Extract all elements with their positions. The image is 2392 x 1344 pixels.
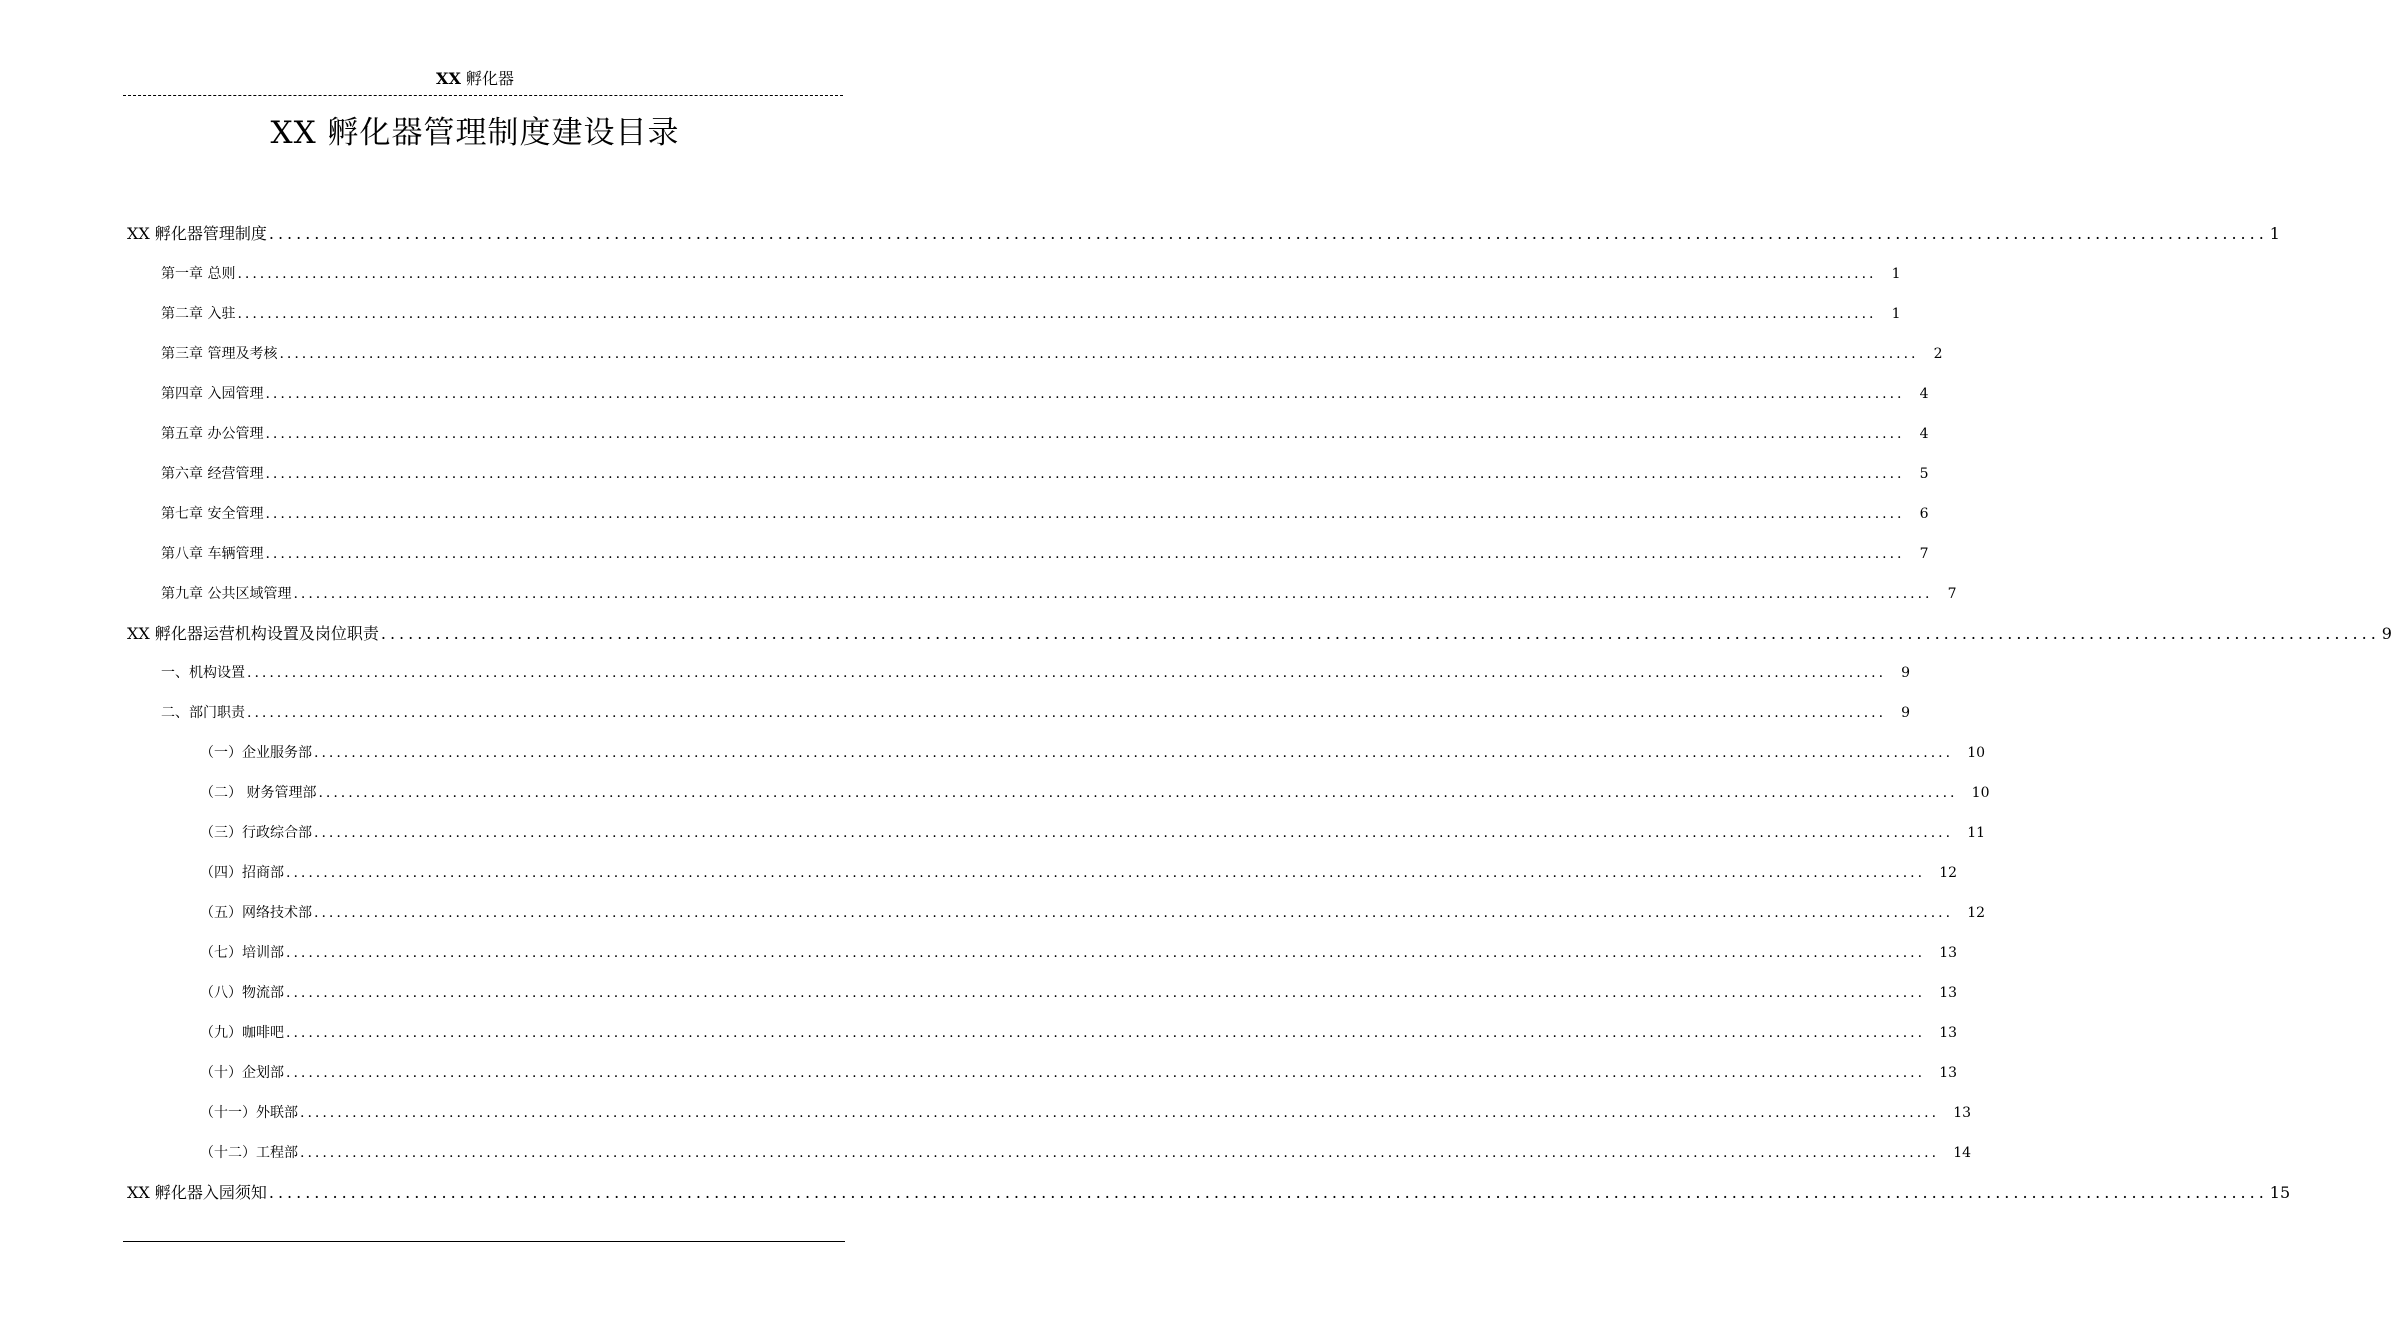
toc-entry-page-number: 1 bbox=[2269, 224, 2280, 243]
toc-leader-dots: ............................................................................................................................................................................................................................ bbox=[265, 386, 1905, 402]
toc-entry-page-number: 13 bbox=[1939, 1065, 1958, 1081]
toc-entry-level-3[interactable] bbox=[200, 1102, 1972, 1124]
toc-entry-page-number: 5 bbox=[1919, 466, 1929, 482]
toc-entry-label: 一、机构设置 bbox=[161, 665, 245, 681]
toc-leader-dots: ............................................................................................................................................................................................................................ bbox=[314, 905, 1954, 921]
toc-entry-page-number: 2 bbox=[1933, 346, 1943, 362]
toc-leader-dots: ............................................................................................................................................................................................................................ bbox=[300, 1105, 1940, 1121]
toc-entry-label: 第三章 管理及考核 bbox=[161, 346, 278, 362]
toc-entry-level-3[interactable] bbox=[200, 862, 1958, 884]
toc-entry-label: 第六章 经营管理 bbox=[161, 466, 264, 482]
toc-leader-dots: ............................................................................................................................................................................................................................ bbox=[279, 346, 1919, 362]
toc-entry-label: （五）网络技术部 bbox=[200, 905, 312, 921]
toc-entry-label: （十二）工程部 bbox=[200, 1145, 298, 1161]
toc-entry-level-3[interactable] bbox=[200, 902, 1986, 924]
toc-leader-dots: ............................................................................................................................................................................................................................ bbox=[265, 466, 1905, 482]
toc-leader-dots: ............................................................................................................................................................................................................................ bbox=[247, 665, 1887, 681]
toc-entry-level-2[interactable] bbox=[161, 263, 1901, 285]
toc-entry-level-2[interactable] bbox=[161, 543, 1929, 565]
toc-entry-page-number: 4 bbox=[1919, 426, 1929, 442]
toc-entry-level-3[interactable] bbox=[200, 942, 1958, 964]
toc-leader-dots: ............................................................................................................................................................................................................................ bbox=[286, 1025, 1926, 1041]
toc-entry-label: （八）物流部 bbox=[200, 985, 284, 1001]
toc-entry-level-3[interactable] bbox=[200, 782, 1990, 804]
toc-entry-level-3[interactable] bbox=[200, 822, 1986, 844]
toc-leader-dots: ............................................................................................................................................................................................................................ bbox=[286, 865, 1926, 881]
toc-entry-level-1[interactable] bbox=[127, 222, 2280, 246]
toc-entry-label: （四）招商部 bbox=[200, 865, 284, 881]
toc-entry-label: （七）培训部 bbox=[200, 945, 284, 961]
toc-entry-label: （一）企业服务部 bbox=[200, 745, 312, 761]
toc-entry-label: （十一）外联部 bbox=[200, 1105, 298, 1121]
toc-entry-label: 第四章 入园管理 bbox=[161, 386, 264, 402]
header-prefix: XX bbox=[436, 69, 461, 88]
toc-entry-page-number: 9 bbox=[2381, 624, 2392, 643]
toc-entry-level-2[interactable] bbox=[161, 343, 1943, 365]
toc-entry-level-3[interactable] bbox=[200, 1142, 1972, 1164]
toc-leader-dots: ............................................................................................................................................................................................................................ bbox=[268, 224, 2268, 243]
toc-entry-label: XX 孵化器管理制度 bbox=[127, 224, 267, 243]
toc-entry-page-number: 7 bbox=[1947, 586, 1957, 602]
toc-entry-level-2[interactable] bbox=[161, 423, 1929, 445]
toc-entry-page-number: 12 bbox=[1967, 905, 1986, 921]
toc-entry-level-3[interactable] bbox=[200, 1062, 1958, 1084]
toc-entry-level-3[interactable] bbox=[200, 1022, 1958, 1044]
document-title: XX 孵化器管理制度建设目录 bbox=[270, 115, 680, 151]
toc-entry-label: （三）行政综合部 bbox=[200, 825, 312, 841]
toc-entry-level-2[interactable] bbox=[161, 383, 1929, 405]
toc-entry-label: 第八章 车辆管理 bbox=[161, 546, 264, 562]
toc-entry-page-number: 13 bbox=[1939, 985, 1958, 1001]
footer-divider bbox=[123, 1241, 845, 1242]
toc-entry-level-2[interactable] bbox=[161, 662, 1911, 684]
toc-entry-label: （九）咖啡吧 bbox=[200, 1025, 284, 1041]
toc-entry-page-number: 9 bbox=[1901, 665, 1911, 681]
toc-entry-label: 第五章 办公管理 bbox=[161, 426, 264, 442]
toc-leader-dots: ............................................................................................................................................................................................................................ bbox=[300, 1145, 1940, 1161]
toc-entry-level-2[interactable] bbox=[161, 503, 1929, 525]
toc-entry-level-3[interactable] bbox=[200, 742, 1986, 764]
toc-leader-dots: ............................................................................................................................................................................................................................ bbox=[380, 624, 2380, 643]
toc-entry-page-number: 15 bbox=[2269, 1183, 2291, 1202]
header-suffix: 孵化器 bbox=[465, 69, 514, 88]
toc-entry-label: （十）企划部 bbox=[200, 1065, 284, 1081]
toc-entry-page-number: 7 bbox=[1919, 546, 1929, 562]
toc-leader-dots: ............................................................................................................................................................................................................................ bbox=[265, 426, 1905, 442]
toc-entry-page-number: 9 bbox=[1901, 705, 1911, 721]
toc-leader-dots: ............................................................................................................................................................................................................................ bbox=[286, 985, 1926, 1001]
toc-entry-label: 二、部门职责 bbox=[161, 705, 245, 721]
toc-entry-page-number: 1 bbox=[1891, 266, 1901, 282]
toc-entry-label: 第九章 公共区域管理 bbox=[161, 586, 292, 602]
toc-entry-label: 第二章 入驻 bbox=[161, 306, 236, 322]
toc-entry-level-2[interactable] bbox=[161, 463, 1929, 485]
toc-leader-dots: ............................................................................................................................................................................................................................ bbox=[314, 825, 1954, 841]
toc-leader-dots: ............................................................................................................................................................................................................................ bbox=[314, 745, 1954, 761]
toc-entry-page-number: 10 bbox=[1967, 745, 1986, 761]
toc-entry-page-number: 6 bbox=[1919, 506, 1929, 522]
toc-entry-label: 第一章 总则 bbox=[161, 266, 236, 282]
toc-leader-dots: ............................................................................................................................................................................................................................ bbox=[293, 586, 1933, 602]
toc-leader-dots: ............................................................................................................................................................................................................................ bbox=[286, 1065, 1926, 1081]
toc-leader-dots: ............................................................................................................................................................................................................................ bbox=[265, 546, 1905, 562]
toc-leader-dots: ............................................................................................................................................................................................................................ bbox=[237, 266, 1877, 282]
toc-entry-page-number: 13 bbox=[1939, 945, 1958, 961]
toc-entry-level-2[interactable] bbox=[161, 583, 1957, 605]
toc-entry-label: （二） 财务管理部 bbox=[200, 785, 317, 801]
toc-leader-dots: ............................................................................................................................................................................................................................ bbox=[268, 1183, 2268, 1202]
toc-entry-label: XX 孵化器入园须知 bbox=[127, 1183, 267, 1202]
toc-entry-page-number: 4 bbox=[1919, 386, 1929, 402]
toc-entry-page-number: 13 bbox=[1939, 1025, 1958, 1041]
toc-leader-dots: ............................................................................................................................................................................................................................ bbox=[265, 506, 1905, 522]
toc-leader-dots: ............................................................................................................................................................................................................................ bbox=[286, 945, 1926, 961]
toc-leader-dots: ............................................................................................................................................................................................................................ bbox=[247, 705, 1887, 721]
toc-entry-page-number: 1 bbox=[1891, 306, 1901, 322]
toc-entry-page-number: 11 bbox=[1967, 825, 1986, 841]
toc-entry-level-3[interactable] bbox=[200, 982, 1958, 1004]
toc-leader-dots: ............................................................................................................................................................................................................................ bbox=[318, 785, 1958, 801]
toc-leader-dots: ............................................................................................................................................................................................................................ bbox=[237, 306, 1877, 322]
toc-entry-level-2[interactable] bbox=[161, 303, 1901, 325]
toc-entry-level-2[interactable] bbox=[161, 702, 1911, 724]
toc-entry-page-number: 13 bbox=[1953, 1105, 1972, 1121]
toc-entry-level-1[interactable] bbox=[127, 622, 2392, 646]
toc-entry-label: XX 孵化器运营机构设置及岗位职责 bbox=[127, 624, 379, 643]
toc-entry-level-1[interactable] bbox=[127, 1181, 2291, 1205]
toc-entry-page-number: 12 bbox=[1939, 865, 1958, 881]
toc-entry-label: 第七章 安全管理 bbox=[161, 506, 264, 522]
toc-entry-page-number: 10 bbox=[1971, 785, 1990, 801]
toc-entry-page-number: 14 bbox=[1953, 1145, 1972, 1161]
